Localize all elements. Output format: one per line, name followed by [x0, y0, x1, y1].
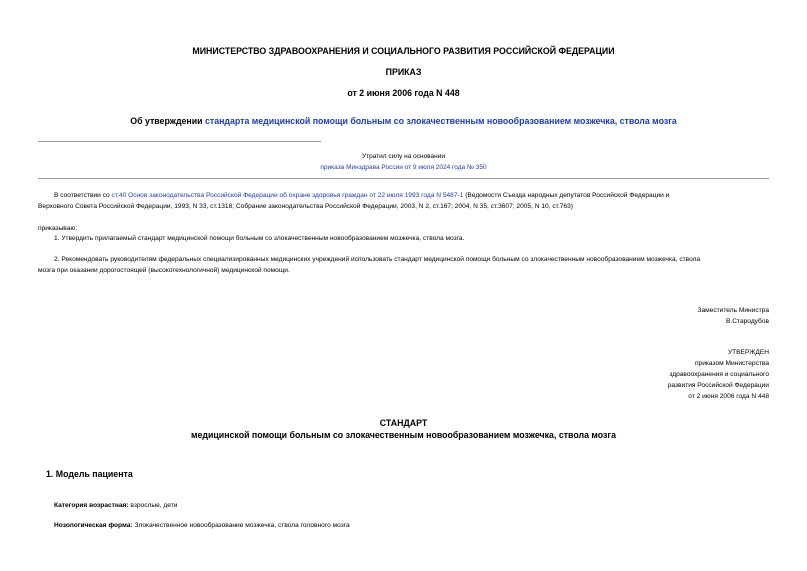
item-2	[38, 254, 769, 276]
intro-law-link[interactable]: ст.40 Основ законодательства Российской Федерации об охране здоровья граждан от 22 июля 1993 года N 5487-1	[111, 192, 464, 199]
ministry-heading: МИНИСТЕРСТВО ЗДРАВООХРАНЕНИЯ И СОЦИАЛЬНОГО РАЗВИТИЯ РОССИЙСКОЙ ФЕДЕРАЦИИ	[192, 46, 615, 56]
intro-prefix: В соответствии со	[54, 192, 112, 199]
approved-block	[569, 347, 769, 402]
nosology-label: Нозологическая форма:	[54, 522, 133, 529]
status-repeal-link[interactable]: приказа Минздрава России от 9 июля 2024 года № 350	[320, 164, 487, 171]
section-1-heading: 1. Модель пациента	[46, 469, 133, 479]
approved-line-4: развития Российской Федерации	[667, 382, 769, 389]
divider-full	[38, 178, 769, 179]
signature-name: В.Стародубов	[726, 318, 769, 325]
standard-subtitle: медицинской помощи больным со злокачественным новообразованием мозжечка, ствола мозга	[191, 430, 616, 440]
age-category-value: взрослые, дети	[128, 502, 178, 509]
age-category	[54, 500, 177, 511]
intro-paragraph	[38, 190, 769, 212]
approved-line-2: приказом Министерства	[694, 360, 769, 367]
nosology-form	[54, 520, 350, 531]
doc-title-link[interactable]: стандарта медицинской помощи больным со злокачественным новообразованием мозжечка, ствола мозга	[205, 116, 677, 126]
status-line: Утратил силу на основании	[361, 153, 446, 160]
approved-line-5: от 2 июня 2006 года N 448	[688, 393, 769, 400]
signature-position: Заместитель Министра	[697, 307, 769, 314]
doc-title-prefix: Об утверждении	[130, 116, 205, 126]
item-2-line1: 2. Рекомендовать руководителям федеральных специализированных медицинских учреждений использовать стандарт медицинской помощи больным со злокачественным новообразованием мозжечка, ствола	[54, 256, 701, 263]
doc-title	[0, 116, 807, 126]
intro-line1-rest: (Ведомости Съезда народных депутатов Российской Федерации и	[463, 192, 670, 199]
approved-line-1: УТВЕРЖДЕН	[727, 349, 769, 356]
doc-date-number: от 2 июня 2006 года N 448	[347, 88, 460, 98]
standard-title: СТАНДАРТ	[379, 418, 428, 428]
doc-type: ПРИКАЗ	[385, 67, 422, 77]
item-2-line2: мозга при оказании дорогостоящей (высокотехнологичной) медицинской помощи.	[38, 267, 290, 274]
age-category-label: Категория возрастная:	[54, 502, 129, 509]
prikazyvayu: приказываю:	[38, 225, 78, 232]
approved-line-3: здравоохранения и социального	[669, 371, 769, 378]
intro-line2: Верховного Совета Российской Федерации, 1993, N 33, ст.1318; Собрание законодательства Российской Федерации, 2003, N 2, ст.167; 2004, N 35, ст.3607; 2005, N 10, ст.763)	[38, 203, 573, 210]
item-1: 1. Утвердить прилагаемый стандарт медицинской помощи больным со злокачественным новообразованием мозжечка, ствола мозга.	[54, 235, 465, 242]
nosology-value: Злокачественное новообразование мозжечка, ствола головного мозга	[132, 522, 350, 529]
divider-short	[38, 141, 321, 142]
